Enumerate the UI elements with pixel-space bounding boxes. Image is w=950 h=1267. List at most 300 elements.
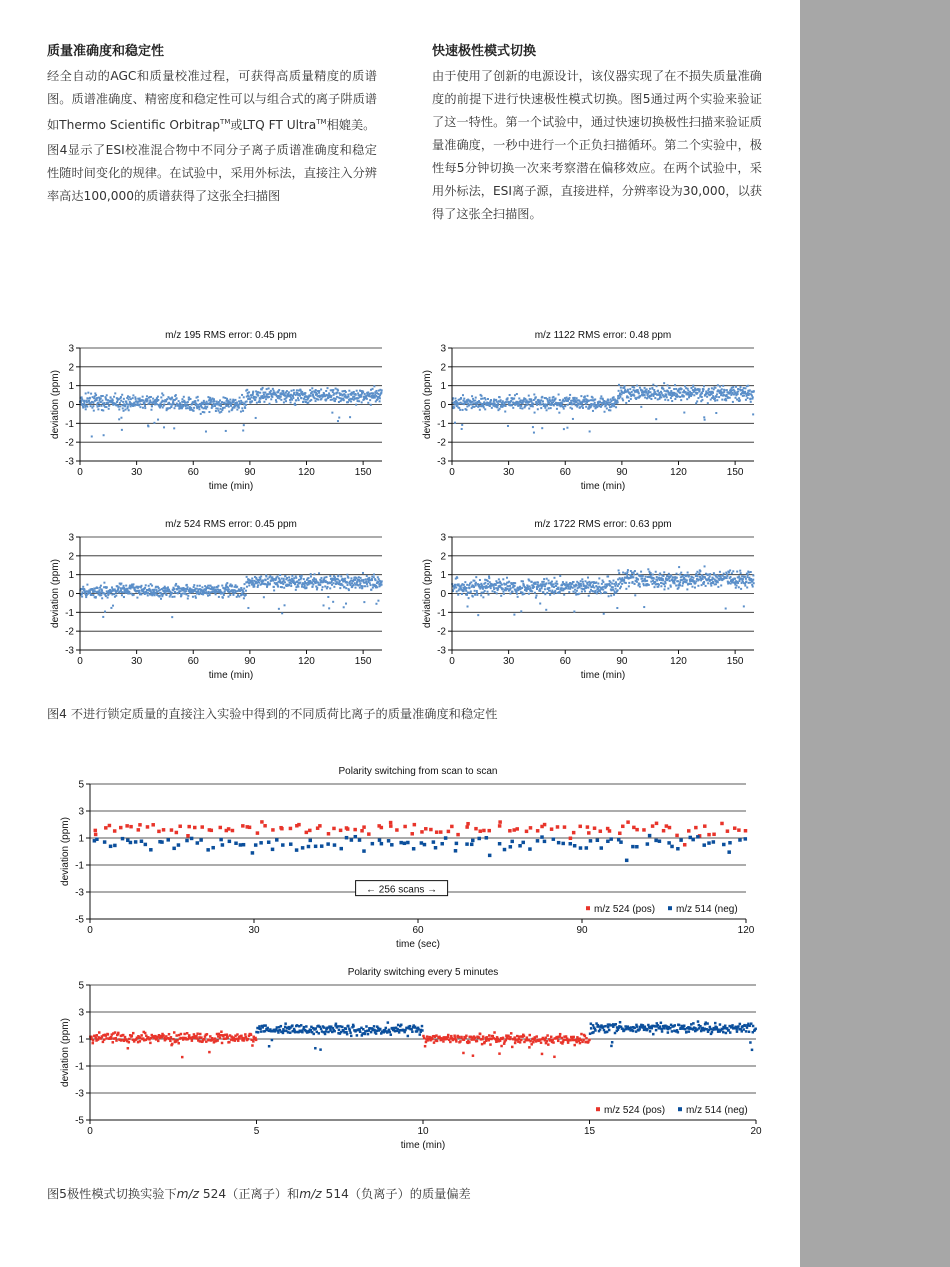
data-point [568, 397, 570, 399]
data-point [696, 835, 700, 839]
data-point [465, 842, 469, 846]
data-point [246, 389, 248, 391]
data-point [634, 570, 636, 572]
legend-swatch [596, 1107, 600, 1111]
data-point [703, 416, 705, 418]
data-point [714, 579, 716, 581]
data-point [259, 578, 261, 580]
data-point [327, 586, 329, 588]
data-point [736, 571, 738, 573]
chart-title: m/z 524 RMS error: 0.45 ppm [165, 519, 297, 530]
data-point [715, 583, 717, 585]
data-point [195, 1035, 198, 1038]
data-point [739, 399, 741, 401]
data-point [660, 1028, 663, 1031]
data-point [150, 409, 152, 411]
data-point [120, 396, 122, 398]
data-point [482, 1035, 485, 1038]
data-point [668, 826, 672, 830]
data-point [743, 387, 745, 389]
data-point [345, 391, 347, 393]
data-point [231, 408, 233, 410]
x-tick-label: 10 [417, 1126, 429, 1137]
data-point [90, 393, 92, 395]
data-point [331, 412, 333, 414]
data-point [310, 573, 312, 575]
data-point [172, 847, 176, 851]
data-point [242, 591, 244, 593]
data-point [498, 824, 502, 828]
data-point [585, 1037, 588, 1040]
data-point [298, 399, 300, 401]
data-point [197, 591, 199, 593]
data-point [140, 1034, 143, 1037]
data-point [176, 397, 178, 399]
data-point [271, 828, 275, 832]
y-tick-label: -1 [65, 607, 74, 619]
data-point [243, 424, 245, 426]
data-point [556, 408, 558, 410]
data-point [113, 396, 115, 398]
data-point [149, 1042, 152, 1045]
data-point [360, 396, 362, 398]
data-point [699, 1025, 702, 1028]
data-point [381, 389, 383, 391]
data-point [498, 820, 502, 824]
data-point [333, 582, 335, 584]
data-point [349, 1029, 352, 1032]
data-point [238, 596, 240, 598]
data-point [704, 419, 706, 421]
data-point [477, 614, 479, 616]
data-point [312, 1033, 315, 1036]
data-point [562, 581, 564, 583]
data-point [293, 392, 295, 394]
data-point [290, 401, 292, 403]
data-point [511, 404, 513, 406]
figure-5-charts [40, 760, 800, 1180]
data-point [488, 1034, 491, 1037]
data-point [398, 1031, 401, 1034]
data-point [508, 581, 510, 583]
data-point [144, 587, 146, 589]
data-point [703, 385, 705, 387]
data-point [571, 403, 573, 405]
data-point [465, 1035, 468, 1038]
data-point [529, 585, 531, 587]
data-point [692, 1022, 695, 1025]
data-point [589, 430, 591, 432]
data-point [123, 585, 125, 587]
data-point [259, 401, 261, 403]
data-point [310, 395, 312, 397]
data-point [644, 397, 646, 399]
text: 经全自动的AGC和质量校准过程，可获得高质量精度的质谱图。质谱准确度、精密度和稳定性可以与组合式的离子阱质谱如Thermo Scientific Orbitrap [47, 69, 377, 133]
data-point [151, 585, 153, 587]
data-point [100, 585, 102, 587]
data-point [88, 400, 90, 402]
data-point [195, 597, 197, 599]
data-point [339, 587, 341, 589]
data-point [327, 387, 329, 389]
data-point [513, 1036, 516, 1039]
data-point [687, 829, 691, 833]
data-point [520, 1039, 523, 1042]
data-point [505, 1039, 508, 1042]
data-point [563, 594, 565, 596]
data-point [121, 394, 123, 396]
data-point [590, 1022, 593, 1025]
data-point [454, 849, 458, 853]
x-tick-label: 0 [87, 1126, 93, 1137]
data-point [615, 1023, 618, 1026]
y-tick-label: 2 [440, 362, 446, 374]
data-point [160, 598, 162, 600]
data-point [667, 588, 669, 590]
data-point [105, 406, 107, 408]
data-point [338, 401, 340, 403]
data-point [716, 393, 718, 395]
data-point [82, 586, 84, 588]
data-point [323, 604, 325, 606]
data-point [599, 1028, 602, 1031]
data-point [423, 843, 427, 847]
x-tick-label: 120 [670, 656, 687, 667]
data-point [548, 580, 550, 582]
data-point [196, 593, 198, 595]
data-point [360, 577, 362, 579]
data-point [139, 403, 141, 405]
data-point [752, 579, 754, 581]
data-point [697, 585, 699, 587]
data-point [341, 1026, 344, 1029]
data-point [270, 390, 272, 392]
data-point [309, 580, 311, 582]
data-point [96, 399, 98, 401]
data-point [729, 1031, 732, 1034]
data-point [503, 848, 507, 852]
data-point [135, 398, 137, 400]
data-point [234, 841, 238, 845]
data-point [226, 582, 228, 584]
data-point [183, 1033, 186, 1036]
legend-swatch [586, 906, 590, 910]
data-point [174, 591, 176, 593]
data-point [144, 405, 146, 407]
data-point [572, 1036, 575, 1039]
data-point [492, 590, 494, 592]
x-tick-label: 5 [253, 1126, 260, 1137]
data-point [699, 388, 701, 390]
data-point [259, 841, 263, 845]
data-point [228, 1041, 231, 1044]
data-point [320, 1028, 323, 1031]
data-point [537, 582, 539, 584]
data-point [488, 575, 490, 577]
data-point [198, 408, 200, 410]
data-point [468, 1041, 471, 1044]
data-point [653, 389, 655, 391]
data-point [658, 839, 662, 843]
data-point [709, 575, 711, 577]
data-point [94, 829, 98, 833]
data-point [482, 829, 486, 833]
data-point [558, 412, 560, 414]
data-point [240, 411, 242, 413]
data-point [292, 397, 294, 399]
data-point [563, 408, 565, 410]
data-point [462, 1052, 465, 1055]
data-point [701, 392, 703, 394]
data-point [528, 1046, 531, 1049]
data-point [584, 580, 586, 582]
data-point [289, 842, 293, 846]
data-point [563, 825, 567, 829]
x-tick-label: 30 [503, 656, 515, 667]
data-point [367, 402, 369, 404]
data-point [187, 586, 189, 588]
data-point [726, 389, 728, 391]
data-point [582, 581, 584, 583]
data-point [181, 398, 183, 400]
data-point [205, 431, 207, 433]
data-point [572, 591, 574, 593]
figure-5-caption [47, 1185, 471, 1202]
data-point [507, 397, 509, 399]
data-point [673, 581, 675, 583]
data-point [458, 407, 460, 409]
data-point [166, 838, 170, 842]
data-point [275, 401, 277, 403]
data-point [650, 581, 652, 583]
data-point [544, 588, 546, 590]
data-point [613, 594, 615, 596]
data-point [610, 595, 612, 597]
data-point [147, 594, 149, 596]
data-point [574, 399, 576, 401]
data-point [744, 576, 746, 578]
data-point [714, 400, 716, 402]
data-point [236, 409, 238, 411]
data-point [342, 584, 344, 586]
data-point [277, 397, 279, 399]
data-point [94, 833, 98, 837]
data-point [119, 826, 123, 830]
data-point [283, 1030, 286, 1033]
data-point [434, 846, 438, 850]
data-point [115, 1037, 118, 1040]
data-point [332, 601, 334, 603]
data-point [355, 584, 357, 586]
data-point [483, 407, 485, 409]
data-point [493, 586, 495, 588]
data-point [635, 845, 639, 849]
data-point [200, 413, 202, 415]
x-tick-label: 30 [503, 467, 515, 478]
data-point [353, 391, 355, 393]
y-tick-label: -2 [65, 626, 74, 638]
data-point [714, 387, 716, 389]
data-point [554, 590, 556, 592]
data-point [289, 399, 291, 401]
data-point [670, 845, 674, 849]
data-point [543, 823, 547, 827]
data-point [730, 583, 732, 585]
data-point [717, 581, 719, 583]
data-point [485, 399, 487, 401]
data-point [470, 581, 472, 583]
data-point [646, 397, 648, 399]
data-point [238, 1037, 241, 1040]
data-point [628, 582, 630, 584]
data-point [528, 1034, 531, 1037]
data-point [737, 393, 739, 395]
data-point [594, 1029, 597, 1032]
x-tick-label: 90 [616, 656, 628, 667]
data-point [120, 583, 122, 585]
data-point [458, 1036, 461, 1039]
data-point [536, 594, 538, 596]
data-point [345, 836, 349, 840]
data-point [582, 407, 584, 409]
data-point [81, 403, 83, 405]
data-point [356, 581, 358, 583]
data-point [325, 1030, 328, 1033]
data-point [545, 1037, 548, 1040]
y-tick-label: 0 [440, 400, 446, 411]
data-point [353, 584, 355, 586]
data-point [301, 846, 305, 850]
data-point [218, 596, 220, 598]
data-point [170, 406, 172, 408]
chart-title: Polarity switching from scan to scan [338, 766, 498, 777]
data-point [294, 404, 296, 406]
data-point [213, 398, 215, 400]
data-point [121, 837, 125, 841]
data-point [737, 828, 741, 832]
data-point [605, 592, 607, 594]
y-tick-label: -1 [437, 607, 446, 619]
data-point [167, 407, 169, 409]
data-point [217, 585, 219, 587]
data-point [249, 398, 251, 400]
data-point [147, 425, 149, 427]
data-point [329, 575, 331, 577]
data-point [104, 402, 106, 404]
data-point [346, 584, 348, 586]
data-point [576, 406, 578, 408]
data-point [97, 587, 99, 589]
data-point [593, 587, 595, 589]
data-point [333, 586, 335, 588]
data-point [283, 580, 285, 582]
data-point [144, 407, 146, 409]
data-point [733, 826, 737, 830]
data-point [220, 405, 222, 407]
data-point [326, 395, 328, 397]
data-point [752, 1025, 755, 1028]
data-point [643, 584, 645, 586]
data-point [497, 588, 499, 590]
data-point [619, 840, 623, 844]
data-point [344, 578, 346, 580]
data-point [244, 1033, 247, 1036]
data-point [532, 403, 534, 405]
data-point [306, 586, 308, 588]
data-point [594, 402, 596, 404]
data-point [507, 588, 509, 590]
data-point [370, 404, 372, 406]
data-point [676, 577, 678, 579]
data-point [385, 1027, 388, 1030]
data-point [324, 1033, 327, 1036]
data-point [737, 1025, 740, 1028]
data-point [373, 576, 375, 578]
data-point [269, 392, 271, 394]
data-point [588, 1039, 591, 1042]
data-point [358, 580, 360, 582]
x-tick-label: 0 [77, 467, 83, 478]
data-point [365, 578, 367, 580]
data-point [551, 590, 553, 592]
data-point [724, 389, 726, 391]
data-point [552, 1041, 555, 1044]
data-point [615, 406, 617, 408]
data-point [549, 590, 551, 592]
data-point [171, 596, 173, 598]
data-point [600, 846, 604, 850]
data-point [223, 594, 225, 596]
data-point [567, 1041, 570, 1044]
data-point [106, 586, 108, 588]
data-point [642, 575, 644, 577]
data-point [675, 834, 679, 838]
data-point [650, 572, 652, 574]
data-point [518, 844, 522, 848]
data-point [692, 385, 694, 387]
data-point [171, 397, 173, 399]
legend [586, 904, 738, 915]
data-point [265, 398, 267, 400]
data-point [531, 590, 533, 592]
data-point [463, 584, 465, 586]
data-point [484, 582, 486, 584]
data-point [542, 400, 544, 402]
data-point [413, 823, 417, 827]
data-point [153, 589, 155, 591]
data-point [185, 839, 189, 843]
data-point [607, 1026, 610, 1029]
data-point [119, 402, 121, 404]
data-point [592, 410, 594, 412]
data-point [609, 837, 613, 841]
data-point [513, 614, 515, 616]
data-point [743, 395, 745, 397]
data-point [504, 411, 506, 413]
data-point [149, 399, 151, 401]
data-point [518, 1035, 521, 1038]
data-point [678, 1024, 681, 1026]
data-point [269, 582, 271, 584]
data-point [592, 584, 594, 586]
data-point [187, 401, 189, 403]
data-point [321, 589, 323, 591]
data-point [303, 578, 305, 580]
data-point [742, 578, 744, 580]
data-point [203, 400, 205, 402]
data-point [674, 582, 676, 584]
legend [596, 1105, 748, 1116]
